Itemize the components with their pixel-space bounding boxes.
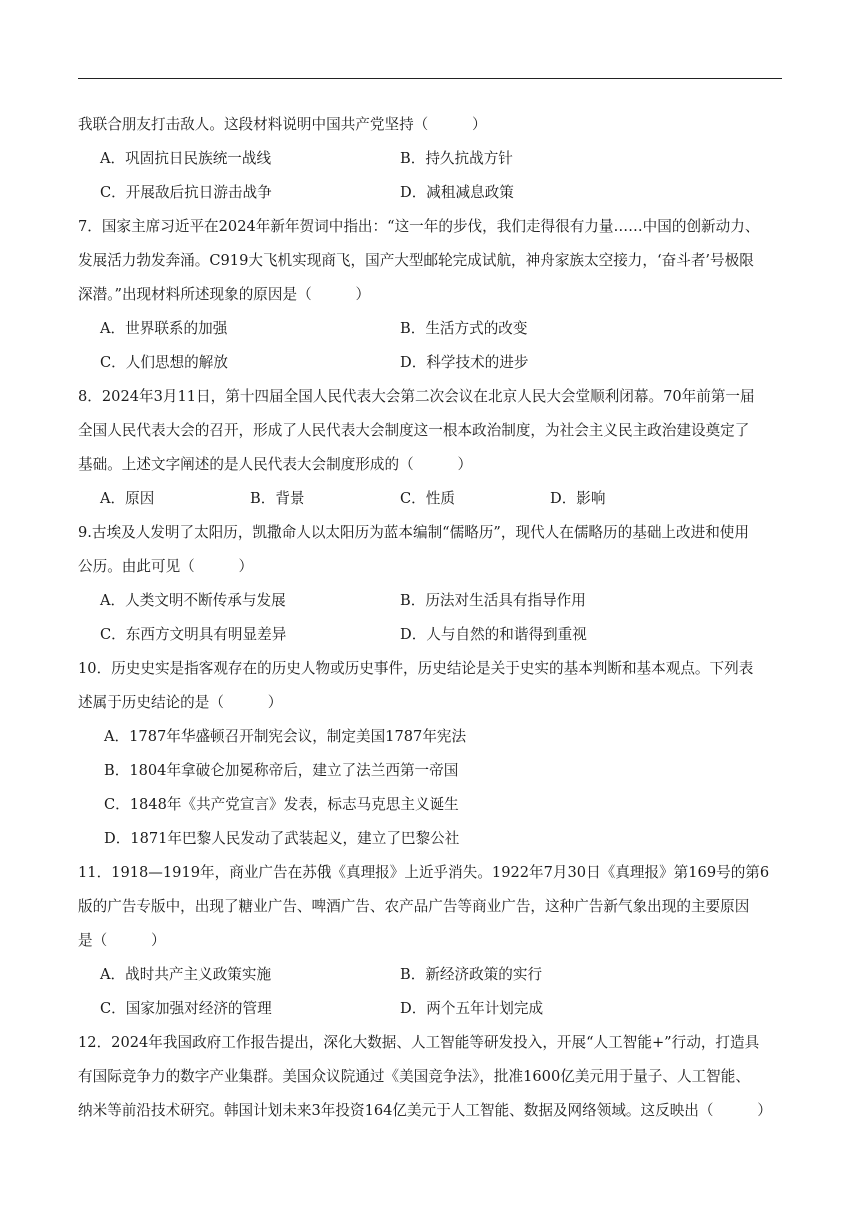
q7-option-d[interactable]: D．科学技术的进步: [400, 354, 529, 371]
q6-option-b[interactable]: B．持久抗战方针: [400, 150, 513, 167]
q8-stem-line-3: 基础。上述文字阐述的是人民代表大会制度形成的（ ）: [78, 456, 473, 473]
q11-stem-line-1: 11．1918—1919年，商业广告在苏俄《真理报》上近乎消失。1922年7月30日《真理报》第169号的第6: [78, 864, 770, 881]
header-rule: [78, 78, 782, 79]
q7-option-b[interactable]: B．生活方式的改变: [400, 320, 528, 337]
q11-option-b[interactable]: B．新经济政策的实行: [400, 966, 543, 983]
q7-stem-line-2: 发展活力勃发奔涌。C919大飞机实现商飞，国产大型邮轮完成试航，神舟家族太空接力，‘奋斗者’号极限: [78, 252, 754, 269]
q8-option-d[interactable]: D．影响: [550, 490, 606, 507]
q11-stem-line-3: 是（ ）: [78, 932, 166, 949]
q11-option-d[interactable]: D．两个五年计划完成: [400, 1000, 544, 1017]
q10-stem-line-1: 10．历史史实是指客观存在的历史人物或历史事件，历史结论是关于史实的基本判断和基本观点。下列表: [78, 660, 754, 677]
q12-stem-line-3: 纳米等前沿技术研究。韩国计划未来3年投资164亿美元于人工智能、数据及网络领域。这反映出（ ）: [78, 1102, 772, 1119]
q9-option-b[interactable]: B．历法对生活具有指导作用: [400, 592, 586, 609]
q10-option-b[interactable]: B．1804年拿破仑加冕称帝后，建立了法兰西第一帝国: [104, 762, 459, 779]
q9-option-a[interactable]: A．人类文明不断传承与发展: [100, 592, 286, 609]
q7-option-a[interactable]: A．世界联系的加强: [100, 320, 228, 337]
q11-stem-line-2: 版的广告专版中，出现了糖业广告、啤酒广告、农产品广告等商业广告，这种广告新气象出现的主要原因: [78, 898, 750, 915]
q11-options-row-1: [78, 958, 784, 992]
q9-stem-line-2: 公历。由此可见（ ）: [78, 558, 254, 575]
q9-option-c[interactable]: C．东西方文明具有明显差异: [100, 626, 287, 643]
q10-option-a[interactable]: A．1787年华盛顿召开制宪会议，制定美国1787年宪法: [104, 728, 467, 745]
exam-page: [78, 108, 784, 1128]
q6-option-d[interactable]: D．减租减息政策: [400, 184, 514, 201]
q7-options-row-2: [78, 346, 784, 380]
q8-stem-line-1: 8．2024年3月11日，第十四届全国人民代表大会第二次会议在北京人民大会堂顺利闭幕。70年前第一届: [78, 388, 755, 405]
q10-stem-line-2: 述属于历史结论的是（ ）: [78, 694, 283, 711]
q6-options-row-1: [78, 142, 784, 176]
q10-option-d[interactable]: D．1871年巴黎人民发动了武装起义，建立了巴黎公社: [104, 830, 460, 847]
q11-option-a[interactable]: A．战时共产主义政策实施: [100, 966, 272, 983]
q9-stem-line-1: 9.古埃及人发明了太阳历，凯撒命人以太阳历为蓝本编制“儒略历”，现代人在儒略历的基础上改进和使用: [78, 524, 749, 541]
q6-option-c[interactable]: C．开展敌后抗日游击战争: [100, 184, 272, 201]
q6-options-row-2: [78, 176, 784, 210]
q9-option-d[interactable]: D．人与自然的和谐得到重视: [400, 626, 587, 643]
q12-stem-line-2: 有国际竞争力的数字产业集群。美国众议院通过《美国竞争法》，批准1600亿美元用于量子、人工智能、: [78, 1068, 750, 1085]
q11-option-c[interactable]: C．国家加强对经济的管理: [100, 1000, 272, 1017]
q8-stem-line-2: 全国人民代表大会的召开，形成了人民代表大会制度这一根本政治制度，为社会主义民主政治建设奠定了: [78, 422, 750, 439]
q8-option-a[interactable]: A．原因: [100, 490, 155, 507]
q9-options-row-2: [78, 618, 784, 652]
q7-options-row-1: [78, 312, 784, 346]
q7-stem-line-3: 深潜。”出现材料所述现象的原因是（ ）: [78, 286, 371, 303]
q7-stem-line-1: 7．国家主席习近平在2024年新年贺词中指出：“这一年的步伐，我们走得很有力量……中国的创新动力、: [78, 218, 760, 235]
q7-option-c[interactable]: C．人们思想的解放: [100, 354, 228, 371]
q10-option-c[interactable]: C．1848年《共产党宣言》发表，标志马克思主义诞生: [104, 796, 459, 813]
q8-option-c[interactable]: C．性质: [400, 490, 455, 507]
q9-options-row-1: [78, 584, 784, 618]
q6-stem-tail: 我联合朋友打击敌人。这段材料说明中国共产党坚持（ ）: [78, 116, 487, 133]
q11-options-row-2: [78, 992, 784, 1026]
q6-option-a[interactable]: A．巩固抗日民族统一战线: [100, 150, 272, 167]
q12-stem-line-1: 12．2024年我国政府工作报告提出，深化大数据、人工智能等研发投入，开展“人工智能+”行动，打造具: [78, 1034, 760, 1051]
q8-option-b[interactable]: B．背景: [250, 490, 305, 507]
q8-options-row: [78, 482, 784, 516]
